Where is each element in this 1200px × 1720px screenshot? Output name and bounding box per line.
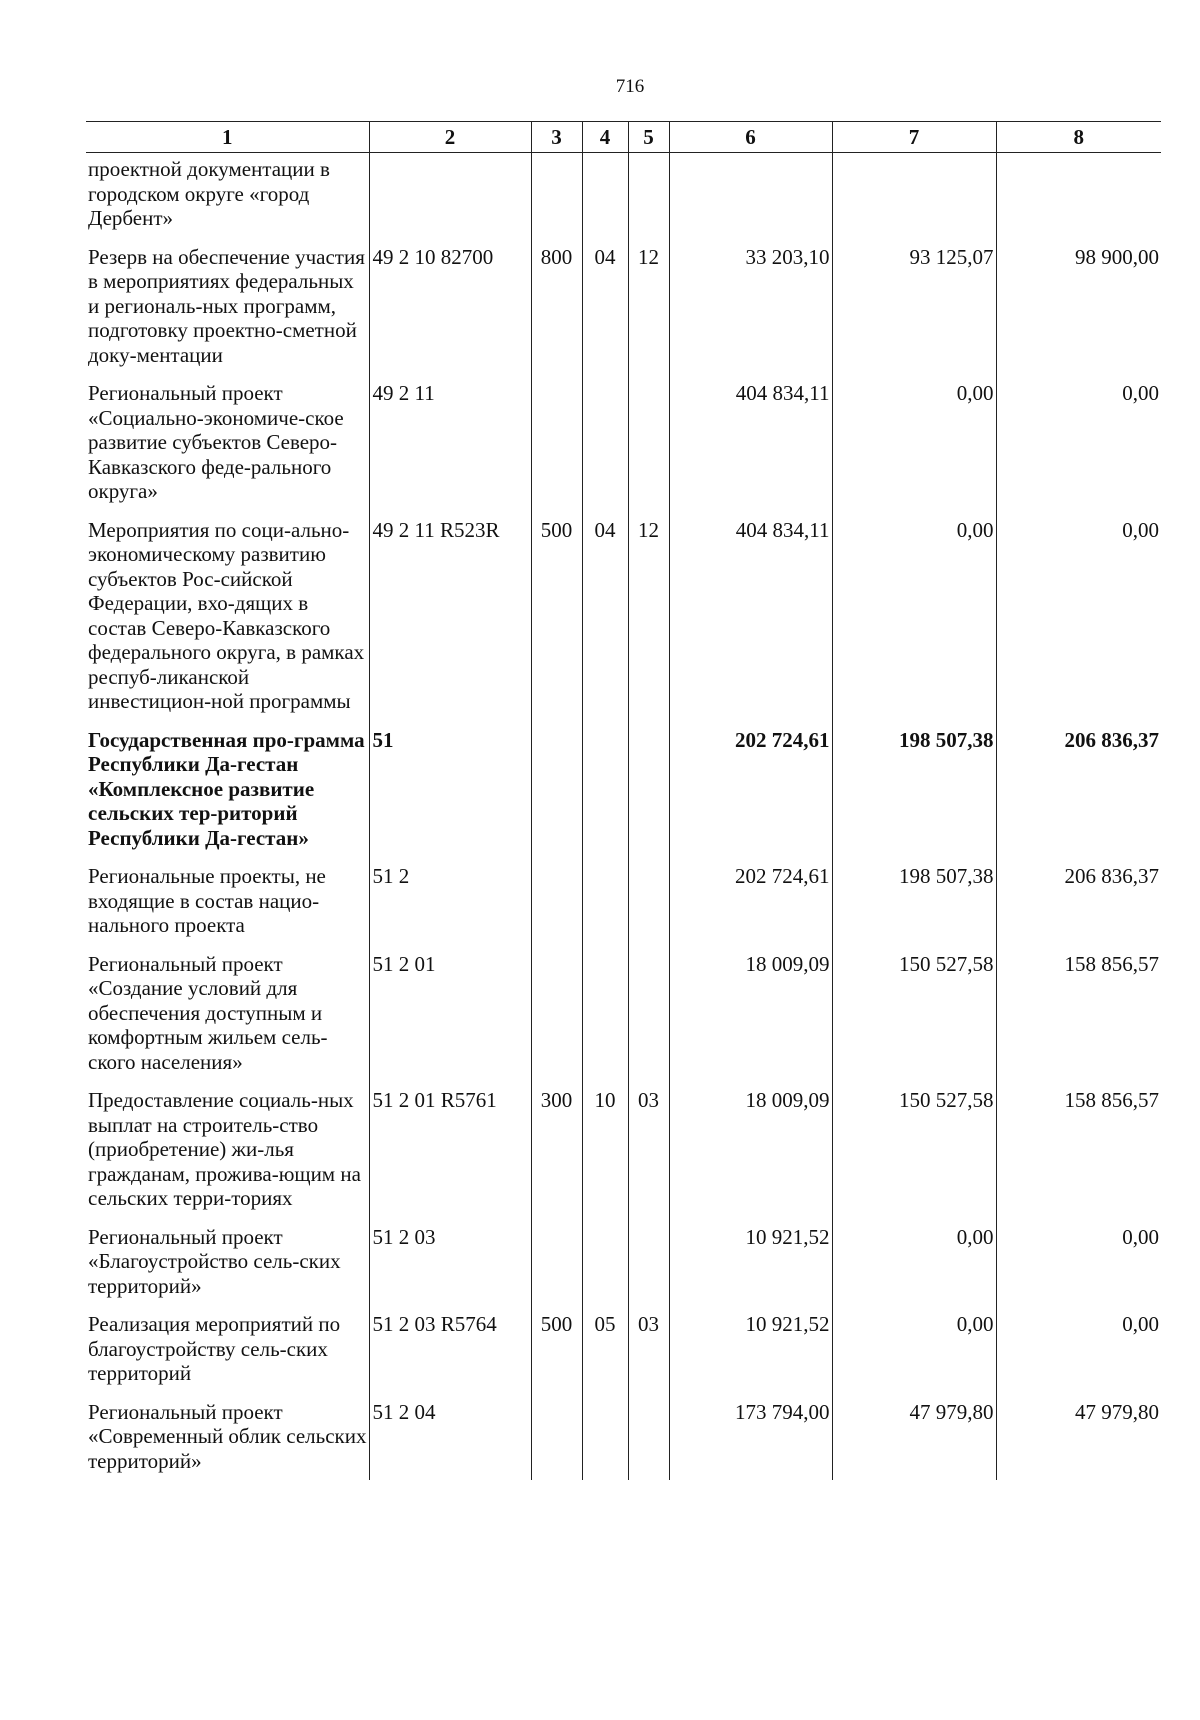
row-name-cell: Резерв на обеспечение участия в мероприятиях федеральных и региональ-ных программ, подготовку проектно-сметной доку-ментации [88,244,365,367]
row-value8-cell: 98 900,00 [996,245,1161,382]
row-col5-cell [628,1225,669,1313]
row-value6-cell: 202 724,61 [669,864,832,952]
row-name-cell: Региональный проект «Социально-экономиче-ское развитие субъектов Северо-Кавказского феде-рального округа» [88,381,344,503]
row-name-cell: Региональный проект «Современный облик сельских территорий» [88,1399,367,1473]
row-col5-cell [628,153,669,245]
row-col3-cell [531,1225,582,1313]
row-value8-cell [996,153,1161,245]
table-row [86,728,1161,865]
row-col4-cell [582,153,628,245]
table-row [86,518,1161,728]
row-value8-cell: 47 979,80 [996,1400,1161,1480]
row-col4-cell [582,952,628,1089]
row-value7-cell: 0,00 [832,1225,996,1313]
row-value6-cell: 404 834,11 [669,518,832,728]
row-col5-cell [628,1400,669,1480]
row-value8-cell: 158 856,57 [996,952,1161,1089]
row-col5-cell: 12 [628,518,669,728]
table-row [86,381,1161,518]
row-value8-cell: 206 836,37 [996,728,1161,865]
row-col3-cell [531,153,582,245]
row-value8-cell: 0,00 [996,518,1161,728]
row-code-cell: 49 2 11 R523R [369,518,531,728]
row-code-cell: 49 2 11 [369,381,531,518]
row-value7-cell: 0,00 [832,518,996,728]
column-header: 1 [86,122,369,153]
column-header: 7 [832,122,996,153]
row-value7-cell: 198 507,38 [832,864,996,952]
table-row [86,1225,1161,1313]
row-value7-cell: 0,00 [832,1312,996,1400]
row-value7-cell [832,153,996,245]
column-header: 4 [582,122,628,153]
row-col4-cell: 04 [582,518,628,728]
column-header: 3 [531,122,582,153]
row-name-cell: Предоставление социаль-ных выплат на строитель-ство (приобретение) жи-лья гражданам, прожива-ющим на сельских терри-ториях [88,1088,361,1210]
row-code-cell: 51 2 [369,864,531,952]
row-col3-cell [531,864,582,952]
row-value7-cell: 150 527,58 [832,1088,996,1225]
row-name-cell: Государственная про-грамма Республики Да-гестан «Комплексное развитие сельских тер-риторий Республики Да-гестан» [88,727,365,850]
row-code-cell: 51 2 04 [369,1400,531,1480]
row-col3-cell [531,381,582,518]
row-col5-cell [628,381,669,518]
row-value7-cell: 150 527,58 [832,952,996,1089]
row-code-cell: 49 2 10 82700 [369,245,531,382]
row-col4-cell: 04 [582,245,628,382]
row-value6-cell: 33 203,10 [669,245,832,382]
column-header: 6 [669,122,832,153]
row-value6-cell: 18 009,09 [669,952,832,1089]
row-value6-cell: 10 921,52 [669,1225,832,1313]
row-value8-cell: 158 856,57 [996,1088,1161,1225]
row-value7-cell: 0,00 [832,381,996,518]
row-col3-cell [531,1400,582,1480]
budget-table [86,121,1161,1480]
row-col4-cell [582,1225,628,1313]
row-code-cell: 51 2 01 [369,952,531,1089]
table-row [86,864,1161,952]
table-body [86,153,1161,1480]
table-row [86,245,1161,382]
row-value8-cell: 0,00 [996,1312,1161,1400]
row-col3-cell [531,952,582,1089]
column-header: 2 [369,122,531,153]
row-col3-cell: 500 [531,518,582,728]
column-header: 5 [628,122,669,153]
row-col5-cell [628,864,669,952]
table-header-row [86,122,1161,153]
row-col3-cell: 300 [531,1088,582,1225]
row-value6-cell: 173 794,00 [669,1400,832,1480]
row-value7-cell: 198 507,38 [832,728,996,865]
row-value6-cell: 404 834,11 [669,381,832,518]
row-col4-cell [582,1400,628,1480]
row-col4-cell [582,381,628,518]
row-col3-cell: 500 [531,1312,582,1400]
row-value8-cell: 0,00 [996,1225,1161,1313]
table-row [86,1400,1161,1480]
row-code-cell [369,153,531,245]
page-number: 716 [615,76,645,97]
row-code-cell: 51 2 03 R5764 [369,1312,531,1400]
row-value6-cell: 202 724,61 [669,728,832,865]
table-row [86,952,1161,1089]
row-value6-cell: 18 009,09 [669,1088,832,1225]
row-value6-cell: 10 921,52 [669,1312,832,1400]
table-row [86,153,1161,245]
row-col5-cell [628,952,669,1089]
row-name-cell: Региональный проект «Создание условий для обеспечения доступным и комфортным жильем сель-ского населения» [88,951,328,1074]
row-col4-cell [582,728,628,865]
row-code-cell: 51 [369,728,531,865]
row-col3-cell: 800 [531,245,582,382]
row-col4-cell: 05 [582,1312,628,1400]
row-col4-cell: 10 [582,1088,628,1225]
row-name-cell: Региональные проекты, не входящие в состав нацио-нального проекта [88,864,326,937]
table-row [86,1312,1161,1400]
row-col5-cell: 03 [628,1088,669,1225]
row-name-cell: Региональный проект «Благоустройство сель-ских территорий» [88,1224,341,1298]
row-value6-cell [669,153,832,245]
row-col4-cell [582,864,628,952]
row-value7-cell: 93 125,07 [832,245,996,382]
row-value8-cell: 0,00 [996,381,1161,518]
row-code-cell: 51 2 03 [369,1225,531,1313]
row-name-cell: проектной документации в городском округе «город Дербент» [88,157,330,230]
row-col5-cell: 12 [628,245,669,382]
row-name-cell: Мероприятия по соци-ально-экономическому развитию субъектов Рос-сийской Федерации, вхо-дящих в состав Северо-Кавказского федерального округа, в рамках респуб-ликанской инвестицион-ной программы [88,517,365,713]
row-col5-cell [628,728,669,865]
table-row [86,1088,1161,1225]
column-header: 8 [996,122,1161,153]
row-value7-cell: 47 979,80 [832,1400,996,1480]
row-col3-cell [531,728,582,865]
row-code-cell: 51 2 01 R5761 [369,1088,531,1225]
row-col5-cell: 03 [628,1312,669,1400]
row-name-cell: Реализация мероприятий по благоустройству сель-ских территорий [88,1312,341,1385]
row-value8-cell: 206 836,37 [996,864,1161,952]
